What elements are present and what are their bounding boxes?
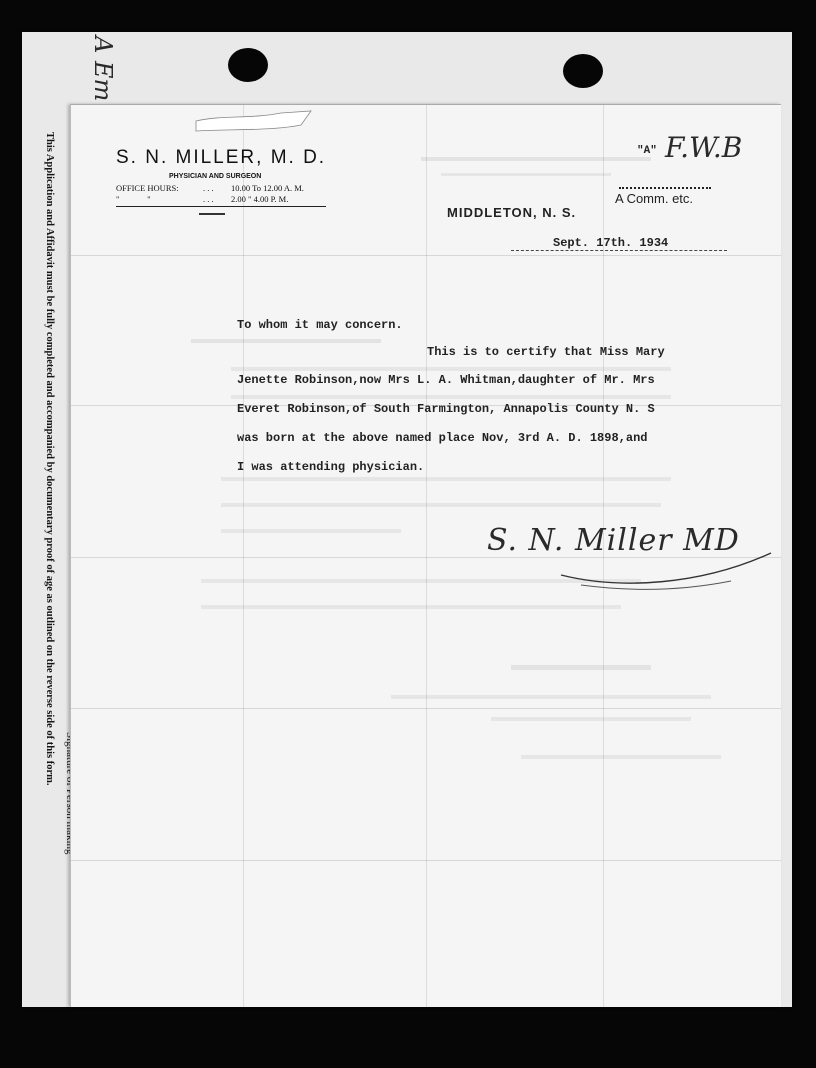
letterhead-rule: [116, 206, 326, 207]
doctor-signature: S. N. Miller MD: [487, 523, 740, 558]
punch-hole-left: [228, 48, 268, 82]
letter-line: Everet Robinson,of South Farmington, Annapolis County N. S: [237, 402, 655, 416]
form-instruction-text: This Application and Affidavit must be fully completed and accompanied by documentary proof of age as outlined on the reverse side of this form.: [44, 132, 55, 786]
place-line: MIDDLETON, N. S.: [447, 205, 577, 220]
office-hours-dots: . . .: [203, 183, 214, 193]
punch-hole-right: [563, 54, 603, 88]
corner-annotation: A Em: [89, 36, 117, 102]
letter-salutation: To whom it may concern.: [237, 318, 403, 332]
letter-line: was born at the above named place Nov, 3rd A. D. 1898,and: [237, 431, 648, 445]
letterhead-name: S. N. MILLER, M. D.: [116, 147, 327, 168]
annotation-initials: F.W.B: [665, 131, 743, 164]
office-hours-afternoon: 2.00 " 4.00 P. M.: [231, 194, 289, 204]
letter-line: I was attending physician.: [237, 460, 425, 474]
letter-line: Jenette Robinson,now Mrs L. A. Whitman,daughter of Mr. Mrs: [237, 373, 655, 387]
signature-flourish: [541, 545, 781, 595]
letterhead-title: PHYSICIAN AND SURGEON: [169, 173, 262, 180]
annotation-dots: [619, 187, 711, 189]
office-hours-label: OFFICE HOURS:: [116, 183, 179, 193]
annotation-note: A Comm. etc.: [615, 191, 694, 206]
ditto-mark: " ": [116, 194, 151, 204]
letter-line: This is to certify that Miss Mary: [427, 345, 665, 359]
office-hours-morning: 10.00 To 12.00 A. M.: [231, 183, 304, 193]
annotation-label: "A": [637, 145, 657, 157]
letter-date: Sept. 17th. 1934: [553, 236, 669, 250]
date-underline: [511, 250, 727, 251]
office-hours-dots: . . .: [203, 194, 214, 204]
doctor-letter-sheet: [70, 104, 781, 1007]
letterhead-ornament: [199, 208, 225, 215]
